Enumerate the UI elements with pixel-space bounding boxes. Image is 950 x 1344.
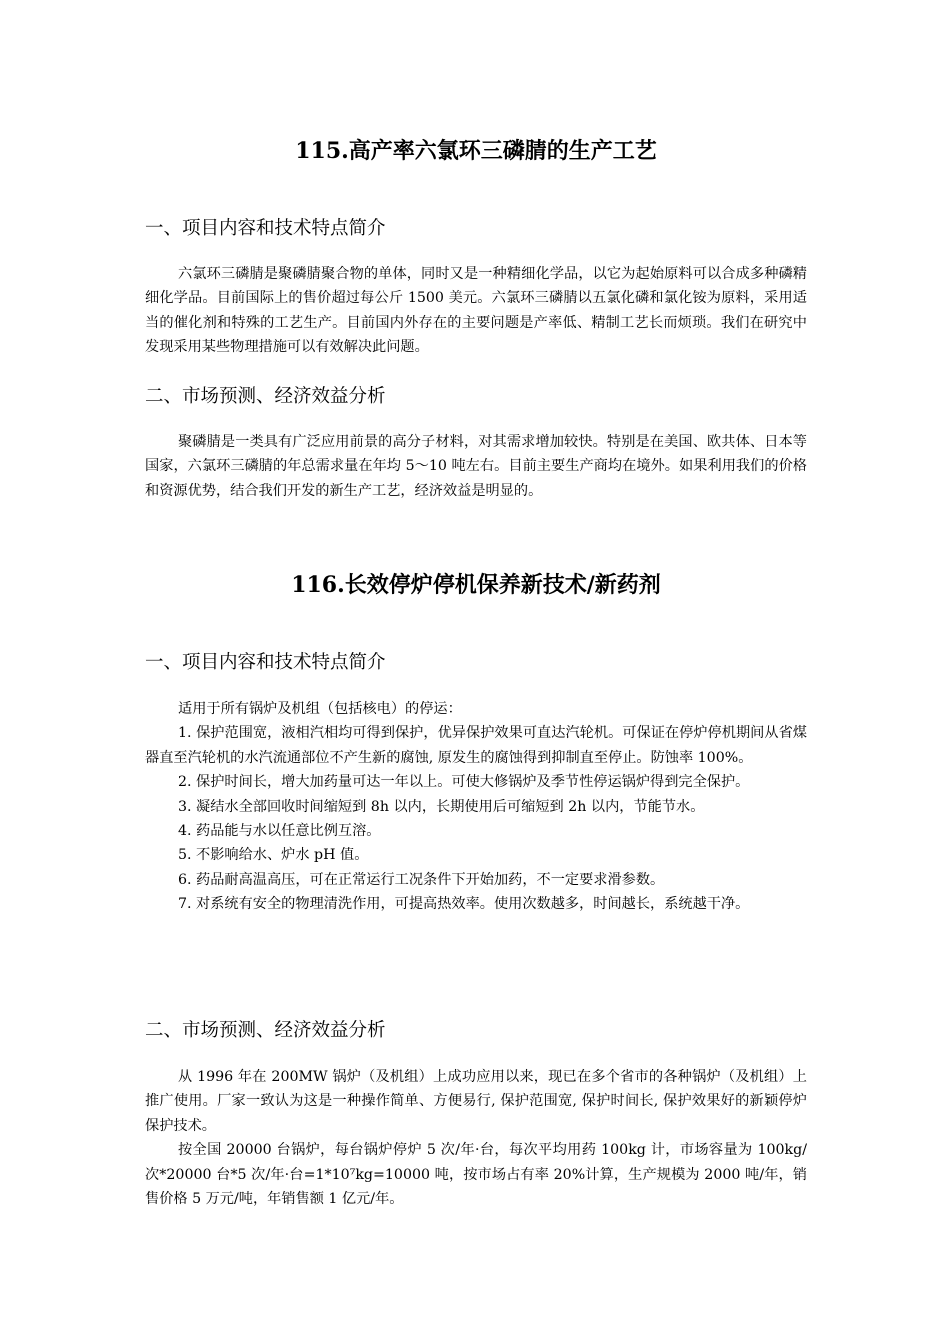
project-115-section-1-body <box>145 262 807 360</box>
list-item: 4. 药品能与水以任意比例互溶。 <box>178 823 381 840</box>
list-item: 1. 保护范围宽，液相汽相均可得到保护，优异保护效果可直达汽轮机。可保证在停炉停机期间从省煤器直至汽轮机的水汽流通部位不产生新的腐蚀, 原发生的腐蚀得到抑制直至停止。防蚀率 100%。 <box>145 725 807 766</box>
project-116-section-2-heading: 二、市场预测、经济效益分析 <box>145 1020 386 1041</box>
project-115-section-2-body <box>145 430 807 503</box>
project-115-title: 115.高产率六氯环三磷腈的生产工艺 <box>295 138 657 164</box>
project-115-section-2-heading: 二、市场预测、经济效益分析 <box>145 386 386 407</box>
list-item: 6. 药品耐高温高压，可在正常运行工况条件下开始加药，不一定要求滑参数。 <box>178 871 665 888</box>
list-item: 3. 凝结水全部回收时间缩短到 8h 以内，长期使用后可缩短到 2h 以内，节能节水。 <box>178 798 705 815</box>
paragraph: 从 1996 年在 200MW 锅炉（及机组）上成功应用以来，现已在多个省市的各种锅炉（及机组）上推广使用。厂家一致认为这是一种操作简单、方便易行, 保护范围宽, 保护时间长, 保护效果好的新颖停炉保护技术。 <box>145 1069 807 1134</box>
list-item: 2. 保护时间长，增大加药量可达一年以上。可使大修锅炉及季节性停运锅炉得到完全保护。 <box>178 774 750 791</box>
list-item: 7. 对系统有安全的物理清洗作用，可提高热效率。使用次数越多，时间越长，系统越干净。 <box>178 896 750 913</box>
paragraph: 适用于所有锅炉及机组（包括核电）的停运： <box>178 701 462 717</box>
paragraph: 六氯环三磷腈是聚磷腈聚合物的单体，同时又是一种精细化学品，以它为起始原料可以合成多种磷精细化学品。目前国际上的售价超过每公斤 1500 美元。六氯环三磷腈以五氯化磷和氯化铵为原料，采用适当的催化剂和特殊的工艺生产。目前国内外存在的主要问题是产率低、精制工艺长而烦琐。我们在研究中发现采用某些物理措施可以有效解决此问题。 <box>145 266 807 356</box>
project-116-section-2-body <box>145 1065 807 1211</box>
paragraph: 按全国 20000 台锅炉，每台锅炉停炉 5 次/年·台，每次平均用药 100kg 计，市场容量为 100kg/次*20000 台*5 次/年·台=1*10⁷kg=10000 吨，按市场占有率 20%计算，生产规模为 2000 吨/年，销售价格 5 万元/吨，年销售额 1 亿元/年。 <box>145 1142 807 1208</box>
project-116-section-1-body <box>145 697 807 917</box>
list-item: 5. 不影响给水、炉水 pH 值。 <box>178 847 369 864</box>
project-116-section-1-heading: 一、项目内容和技术特点简介 <box>145 652 386 673</box>
paragraph: 聚磷腈是一类具有广泛应用前景的高分子材料，对其需求增加较快。特别是在美国、欧共体、日本等国家，六氯环三磷腈的年总需求量在年均 5～10 吨左右。目前主要生产商均在境外。如果利用我们的价格和资源优势，结合我们开发的新生产工艺，经济效益是明显的。 <box>145 434 807 499</box>
project-115-section-1-heading: 一、项目内容和技术特点简介 <box>145 218 386 239</box>
project-116-title: 116.长效停炉停机保养新技术/新药剂 <box>291 572 661 598</box>
